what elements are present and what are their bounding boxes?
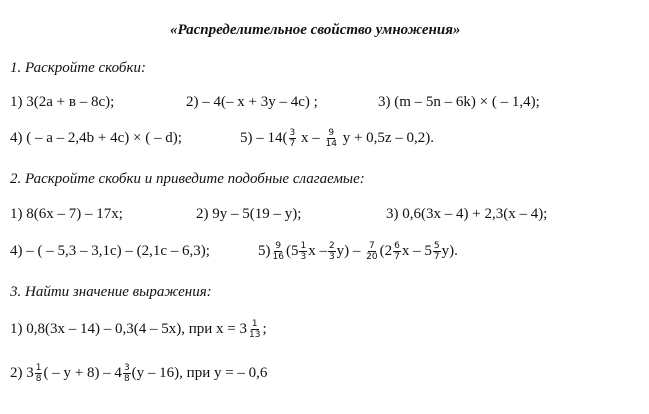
section-3-heading: 3. Найти значение выражения: <box>10 284 212 300</box>
s1-task-4: 4) ( – а – 2,4b + 4с) × ( – d); <box>10 130 182 146</box>
section-1-heading: 1. Раскройте скобки: <box>10 60 146 76</box>
s3-task-2-mid: ( – у + 8) – 4 <box>43 365 122 381</box>
fraction-numerator: 5 <box>433 241 440 252</box>
fraction <box>289 128 297 149</box>
fraction-numerator: 6 <box>394 241 400 252</box>
fraction-denominator: 13 <box>249 330 261 341</box>
fraction-numerator: 2 <box>328 241 335 252</box>
fraction-denominator: 14 <box>325 139 337 150</box>
s3-task-1-text: 1) 0,8(3х – 14) – 0,3(4 – 5х), при х = 3 <box>10 321 247 337</box>
s2-task-5-lead: 5) <box>258 243 271 259</box>
fraction-numerator: 1 <box>300 241 307 252</box>
s3-task-2 <box>10 360 267 386</box>
fraction <box>393 241 401 262</box>
fraction-denominator: 8 <box>123 374 130 385</box>
fraction <box>248 319 261 340</box>
fraction <box>35 363 43 384</box>
fraction <box>328 241 336 262</box>
fraction-numerator: 7 <box>369 241 375 252</box>
fraction <box>433 241 441 262</box>
fraction-denominator: 3 <box>300 252 307 263</box>
page-title: «Распределительное свойство умножения» <box>170 22 461 38</box>
s3-task-1-end: ; <box>262 321 267 337</box>
s3-task-2-tail: (у – 16), при у = – 0,6 <box>131 365 268 381</box>
fraction-numerator: 9 <box>275 241 282 252</box>
section-2-heading: 2. Раскройте скобки и приведите подобные слагаемые: <box>10 171 365 187</box>
fraction-numerator: 3 <box>289 128 296 139</box>
fraction-numerator: 3 <box>123 363 130 374</box>
fraction-denominator: 7 <box>394 252 400 263</box>
fraction <box>299 241 307 262</box>
fraction <box>365 241 378 262</box>
fraction-denominator: 20 <box>366 252 378 263</box>
s2-task-5 <box>258 238 458 264</box>
fraction-numerator: 1 <box>35 363 42 374</box>
fraction-denominator: 7 <box>433 252 440 263</box>
s2-task-5-c: x – <box>308 243 327 259</box>
fraction-denominator: 8 <box>35 374 42 385</box>
s2-task-3: 3) 0,6(3х – 4) + 2,3(х – 4); <box>386 206 548 222</box>
fraction-denominator: 16 <box>272 252 284 263</box>
fraction-denominator: 3 <box>328 252 335 263</box>
s2-task-5-f: x – 5 <box>401 243 432 259</box>
s2-task-5-d: y) – <box>336 243 361 259</box>
fraction <box>123 363 131 384</box>
fraction-numerator: 1 <box>251 319 258 330</box>
s2-task-1: 1) 8(6х – 7) – 17х; <box>10 206 123 222</box>
fraction-numerator: 9 <box>328 128 335 139</box>
s1-task-3: 3) (m – 5n – 6k) × ( – 1,4); <box>378 94 540 110</box>
s2-task-5-g: y). <box>441 243 458 259</box>
s2-task-2: 2) 9у – 5(19 – у); <box>196 206 302 222</box>
s1-task-5-lead: 5) – 14( <box>240 130 288 146</box>
s3-task-2-lead: 2) 3 <box>10 365 34 381</box>
s1-task-2: 2) – 4(– х + 3у – 4с) ; <box>186 94 318 110</box>
s2-task-5-b: (5 <box>285 243 299 259</box>
s3-task-1 <box>10 316 267 342</box>
fraction <box>324 128 337 149</box>
s2-task-5-e: (2 <box>379 243 393 259</box>
s1-task-5 <box>240 125 434 151</box>
s1-task-5-tail: y + 0,5z – 0,2). <box>342 130 435 146</box>
s1-task-5-mid: x – <box>300 130 320 146</box>
fraction-denominator: 7 <box>289 139 296 150</box>
s2-task-4: 4) – ( – 5,3 – 3,1с) – (2,1с – 6,3); <box>10 243 210 259</box>
s1-task-1: 1) 3(2а + в – 8с); <box>10 94 115 110</box>
fraction <box>272 241 285 262</box>
